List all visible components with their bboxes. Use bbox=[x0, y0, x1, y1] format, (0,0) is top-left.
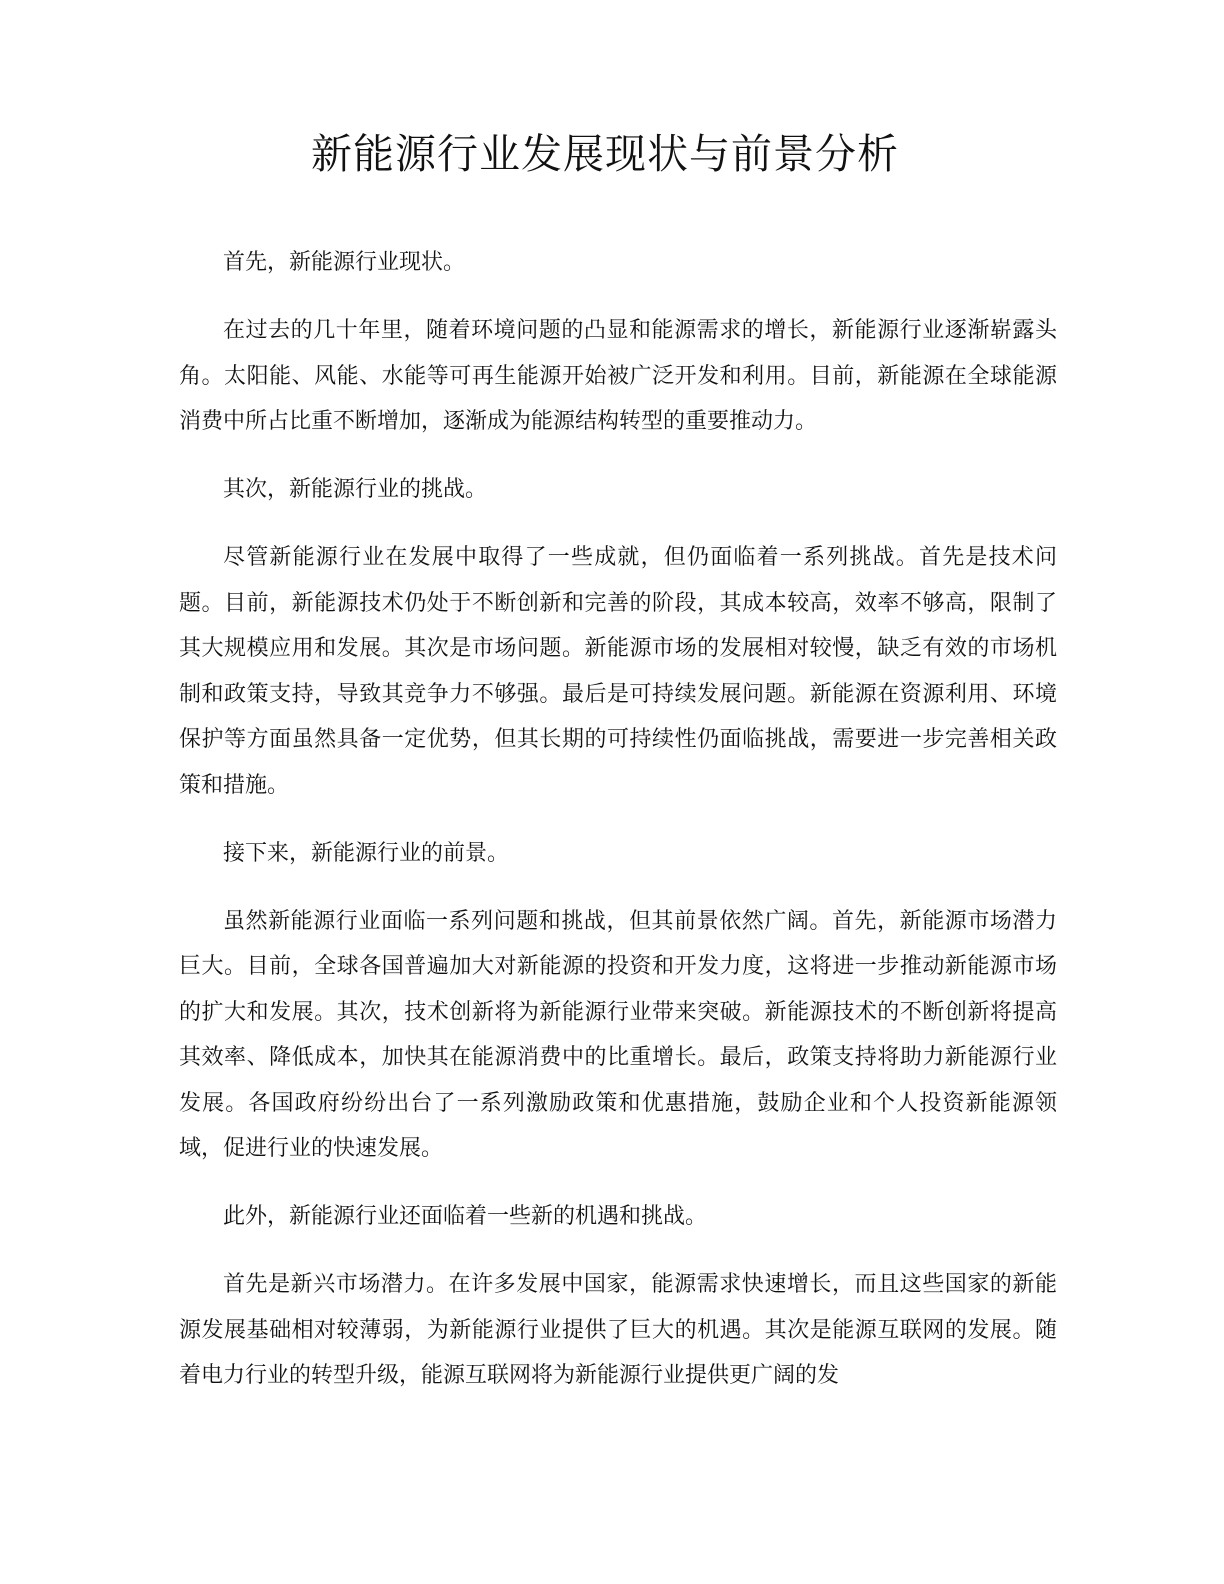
paragraph-challenges: 尽管新能源行业在发展中取得了一些成就，但仍面临着一系列挑战。首先是技术问题。目前，新能源技术仍处于不断创新和完善的阶段，其成本较高，效率不够高，限制了其大规模应用和发展。其次是市场问题。新能源市场的发展相对较慢，缺乏有效的市场机制和政策支持，导致其竞争力不够强。最后是可持续发展问题。新能源在资源利用、环境保护等方面虽然具备一定优势，但其长期的可持续性仍面临挑战，需要进一步完善相关政策和措施。 bbox=[179, 545, 1057, 798]
document-title: 新能源行业发展现状与前景分析 bbox=[311, 130, 899, 178]
paragraph-challenges-heading: 其次，新能源行业的挑战。 bbox=[223, 477, 488, 502]
paragraph-opportunities: 首先是新兴市场潜力。在许多发展中国家，能源需求快速增长，而且这些国家的新能源发展基础相对较薄弱，为新能源行业提供了巨大的机遇。其次是能源互联网的发展。随着电力行业的转型升级，能源互联网将为新能源行业提供更广阔的发 bbox=[179, 1272, 1057, 1388]
paragraph-prospects: 虽然新能源行业面临一系列问题和挑战，但其前景依然广阔。首先，新能源市场潜力巨大。目前，全球各国普遍加大对新能源的投资和开发力度，这将进一步推动新能源市场的扩大和发展。其次，技术创新将为新能源行业带来突破。新能源技术的不断创新将提高其效率、降低成本，加快其在能源消费中的比重增长。最后，政策支持将助力新能源行业发展。各国政府纷纷出台了一系列激励政策和优惠措施，鼓励企业和个人投资新能源领域，促进行业的快速发展。 bbox=[179, 908, 1057, 1161]
paragraph-current-status: 在过去的几十年里，随着环境问题的凸显和能源需求的增长，新能源行业逐渐崭露头角。太阳能、风能、水能等可再生能源开始被广泛开发和利用。目前，新能源在全球能源消费中所占比重不断增加，逐渐成为能源结构转型的重要推动力。 bbox=[179, 318, 1057, 434]
paragraph-current-status-heading: 首先，新能源行业现状。 bbox=[223, 250, 466, 275]
paragraph-opportunities-heading: 此外，新能源行业还面临着一些新的机遇和挑战。 bbox=[223, 1204, 708, 1229]
document-body bbox=[179, 240, 1057, 1421]
paragraph-prospects-heading: 接下来，新能源行业的前景。 bbox=[223, 840, 510, 866]
